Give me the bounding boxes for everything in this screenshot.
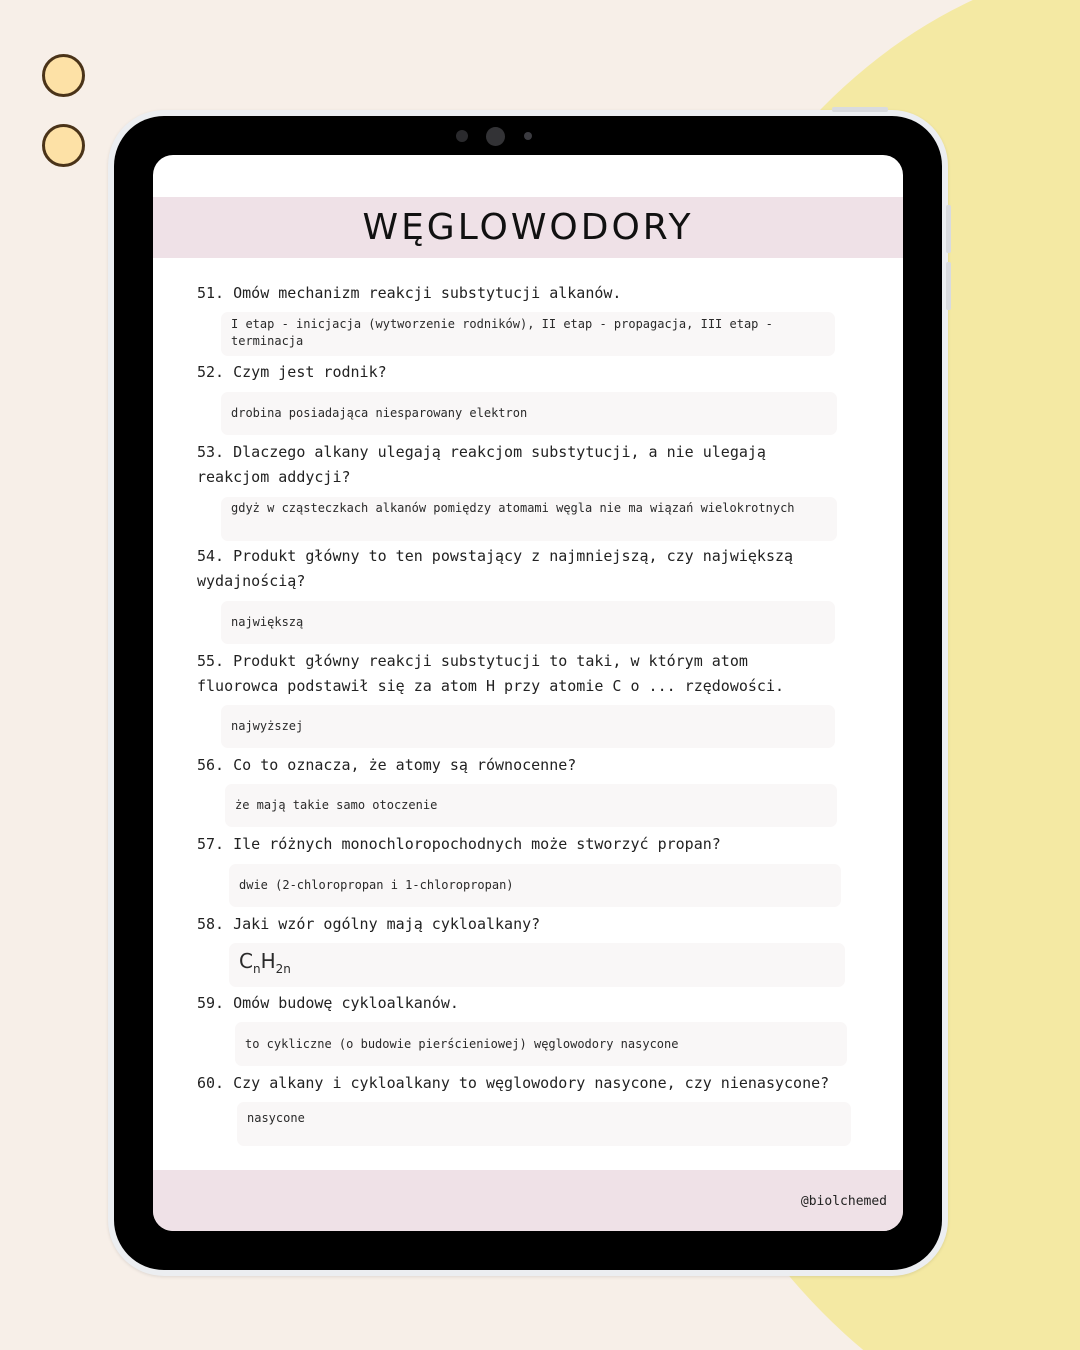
tablet-screen (153, 155, 903, 1231)
question-text: Produkt główny to ten powstający z najmniejszą, czy największą wydajnością? (197, 547, 794, 590)
answer-53: gdyż w cząsteczkach alkanów pomiędzy atomami węgla nie ma wiązań wielokrotnych (221, 497, 837, 541)
question-text: Omów budowę cykloalkanów. (233, 994, 459, 1012)
question-number: 52. (197, 363, 225, 381)
decorative-dot-top (42, 54, 85, 97)
tablet-volume-up-button (946, 205, 951, 253)
question-52 (197, 360, 817, 385)
question-number: 55. (197, 652, 225, 670)
answer-58 (229, 943, 845, 987)
question-56 (197, 753, 817, 778)
answer-52: drobina posiadająca niesparowany elektron (221, 392, 837, 435)
footer-band (153, 1170, 903, 1231)
question-57 (197, 832, 817, 857)
question-number: 51. (197, 284, 225, 302)
decorative-dot-bottom (42, 124, 85, 167)
answer-57: dwie (2-chloropropan i 1-chloropropan) (229, 864, 841, 907)
answer-55: najwyższej (221, 705, 835, 748)
question-text: Jaki wzór ogólny mają cykloalkany? (233, 915, 541, 933)
question-text: Produkt główny reakcji substytucji to taki, w którym atom fluorowca podstawił się za atom H przy atomie C o ... rzędowości. (197, 652, 784, 695)
question-number: 60. (197, 1074, 225, 1092)
question-58 (197, 912, 817, 937)
question-59 (197, 991, 817, 1016)
title-band (153, 197, 903, 258)
question-text: Ile różnych monochloropochodnych może stworzyć propan? (233, 835, 721, 853)
camera-flash-icon (524, 132, 532, 140)
question-number: 53. (197, 443, 225, 461)
camera-sensor-icon (456, 130, 468, 142)
question-number: 54. (197, 547, 225, 565)
question-text: Dlaczego alkany ulegają reakcjom substytucji, a nie ulegają reakcjom addycji? (197, 443, 766, 486)
tablet-top-button (832, 107, 888, 112)
camera-lens-icon (486, 127, 505, 146)
answer-56: że mają takie samo otoczenie (225, 784, 837, 827)
tablet-volume-down-button (946, 262, 951, 310)
page-title: WĘGLOWODORY (362, 207, 694, 248)
question-number: 58. (197, 915, 225, 933)
formula-hydrogen: $H_{2n}$ (260, 948, 291, 976)
question-number: 56. (197, 756, 225, 774)
formula-carbon: $C_n$ (239, 948, 261, 976)
question-55 (197, 649, 817, 699)
question-text: Czy alkany i cykloalkany to węglowodory nasycone, czy nienasycone? (233, 1074, 830, 1092)
answer-54: największą (221, 601, 835, 644)
question-text: Czym jest rodnik? (233, 363, 387, 381)
question-60 (197, 1071, 857, 1096)
question-number: 57. (197, 835, 225, 853)
question-text: Co to oznacza, że atomy są równocenne? (233, 756, 577, 774)
question-text: Omów mechanizm reakcji substytucji alkanów. (233, 284, 622, 302)
question-number: 59. (197, 994, 225, 1012)
answer-60: nasycone (237, 1102, 851, 1146)
footer-handle: @biolchemed (800, 1194, 887, 1209)
question-51 (197, 281, 817, 306)
answer-51: I etap - inicjacja (wytworzenie rodników), II etap - propagacja, III etap - terminacja (221, 312, 835, 356)
question-53 (197, 440, 817, 490)
question-54 (197, 544, 817, 594)
answer-59: to cykliczne (o budowie pierścieniowej) węglowodory nasycone (235, 1022, 847, 1066)
